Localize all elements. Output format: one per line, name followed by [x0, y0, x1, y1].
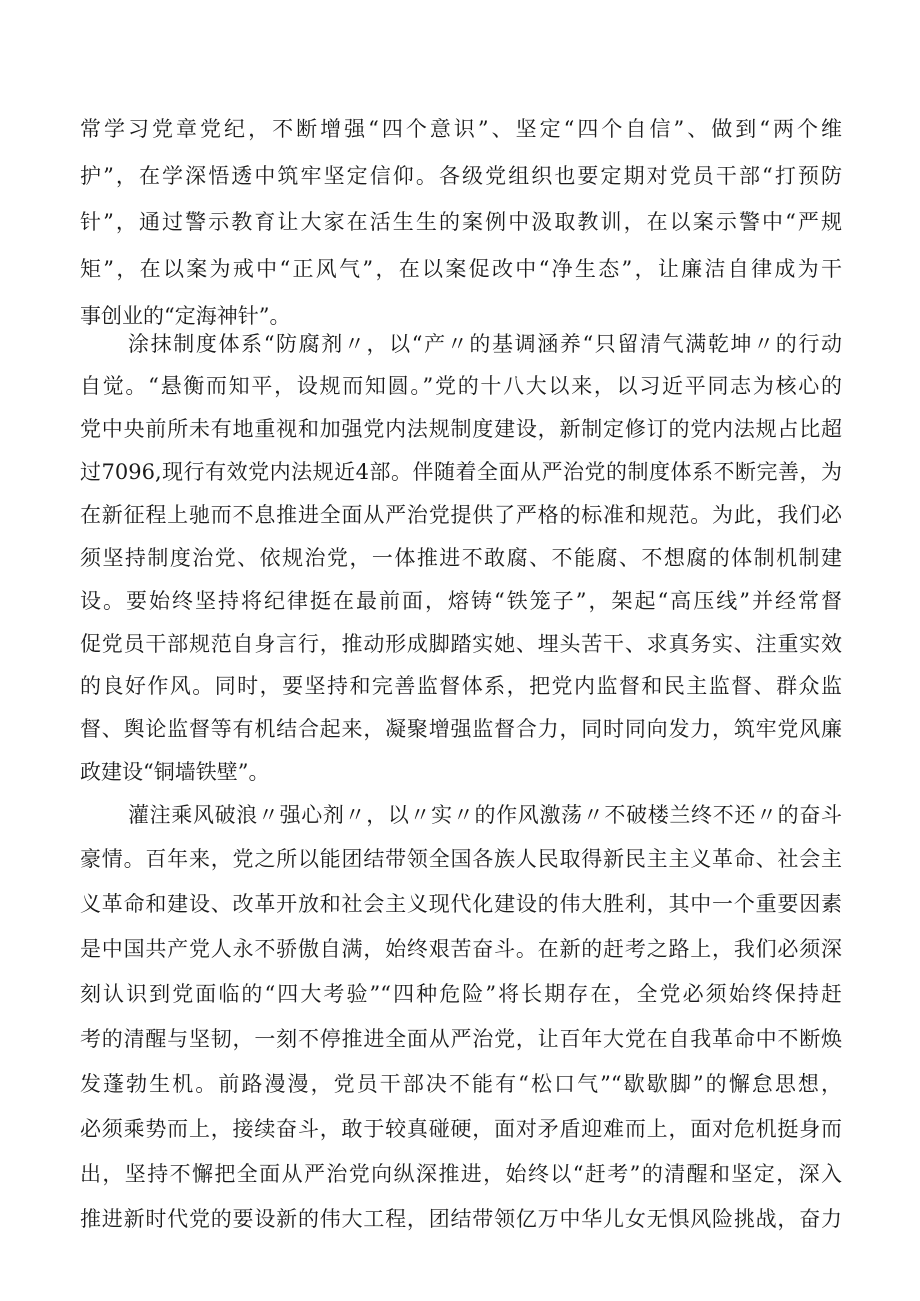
paragraph-3-line-9: 出，坚持不懈把全面从严治党向纵深推进，始终以“赶考”的清醒和坚定，深入	[80, 1162, 842, 1186]
paragraph-3-line-1: 灌注乘风破浪〃强心剂〃，以〃实〃的作风激荡〃不破楼兰终不还〃的奋斗	[128, 803, 842, 827]
paragraph-2-line-6: 须坚持制度治党、依规治党，一体推进不敢腐、不能腐、不想腐的体制机制建	[80, 546, 842, 570]
paragraph-2-line-2: 自觉。“悬衡而知平，设规而知圆。”党的十八大以来，以习近平同志为核心的	[80, 374, 842, 398]
paragraph-1-line-3: 针”，通过警示教育让大家在活生生的案例中汲取教训，在以案示警中“严规	[80, 210, 842, 234]
paragraph-2-line-4: 过7096,现行有效党内法规近4部。伴随着全面从严治党的制度体系不断完善，为	[80, 460, 842, 484]
paragraph-2-line-5: 在新征程上驰而不息推进全面从严治党提供了严格的标准和规范。为此，我们必	[80, 503, 842, 527]
paragraph-2-line-9: 的良好作风。同时，要坚持和完善监督体系，把党内监督和民主监督、群众监	[80, 674, 842, 698]
paragraph-1-line-2: 护”，在学深悟透中筑牢坚定信仰。各级党组织也要定期对党员干部“打预防	[80, 164, 842, 188]
paragraph-3-line-7: 发蓬勃生机。前路漫漫，党员干部决不能有“松口气”“歇歇脚”的懈怠思想，	[80, 1072, 842, 1096]
paragraph-2-line-11: 政建设“铜墙铁壁”。	[80, 760, 270, 784]
paragraph-3-line-4: 是中国共产党人永不骄傲自满，始终艰苦奋斗。在新的赶考之路上，我们必须深	[80, 937, 842, 961]
paragraph-3-line-2: 豪情。百年来，党之所以能团结带领全国各族人民取得新民主主义革命、社会主	[80, 847, 842, 871]
paragraph-1-line-4: 矩”，在以案为戒中“正风气”，在以案促改中“净生态”，让廉洁自律成为干	[80, 257, 842, 281]
paragraph-3-line-3: 义革命和建设、改革开放和社会主义现代化建设的伟大胜利，其中一个重要因素	[80, 892, 842, 916]
paragraph-2-line-1: 涂抹制度体系“防腐剂〃，以“产〃的基调涵养“只留清气满乾坤〃的行动	[128, 332, 842, 356]
paragraph-1-line-5: 事创业的“定海神针”。	[80, 304, 291, 328]
paragraph-1-line-1: 常学习党章党纪，不断增强“四个意识”、坚定“四个自信”、做到“两个维	[80, 117, 842, 141]
paragraph-3-line-10: 推进新时代党的要设新的伟大工程，团结带领亿万中华儿女无惧风险挑战，奋力	[80, 1207, 842, 1231]
paragraph-2-line-7: 设。要始终坚持将纪律挺在最前面，熔铸“铁笼子”，架起“高压线”并经常督	[80, 589, 842, 613]
paragraph-3-line-8: 必须乘势而上，接续奋斗，敢于较真碰硬，面对矛盾迎难而上，面对危机挺身而	[80, 1117, 842, 1141]
paragraph-2-line-10: 督、舆论监督等有机结合起来，凝聚增强监督合力，同时同向发力，筑牢党风廉	[80, 717, 842, 741]
paragraph-2-line-3: 党中央前所未有地重视和加强党内法规制度建设，新制定修订的党内法规占比超	[80, 417, 842, 441]
paragraph-3-line-5: 刻认识到党面临的“四大考验”“四种危险”将长期存在，全党必须始终保持赶	[80, 982, 842, 1006]
paragraph-3-line-6: 考的清醒与坚韧，一刻不停推进全面从严治党，让百年大党在自我革命中不断焕	[80, 1027, 842, 1051]
paragraph-2-line-8: 促党员干部规范自身言行，推动形成脚踏实她、埋头苦干、求真务实、注重实效	[80, 632, 842, 656]
